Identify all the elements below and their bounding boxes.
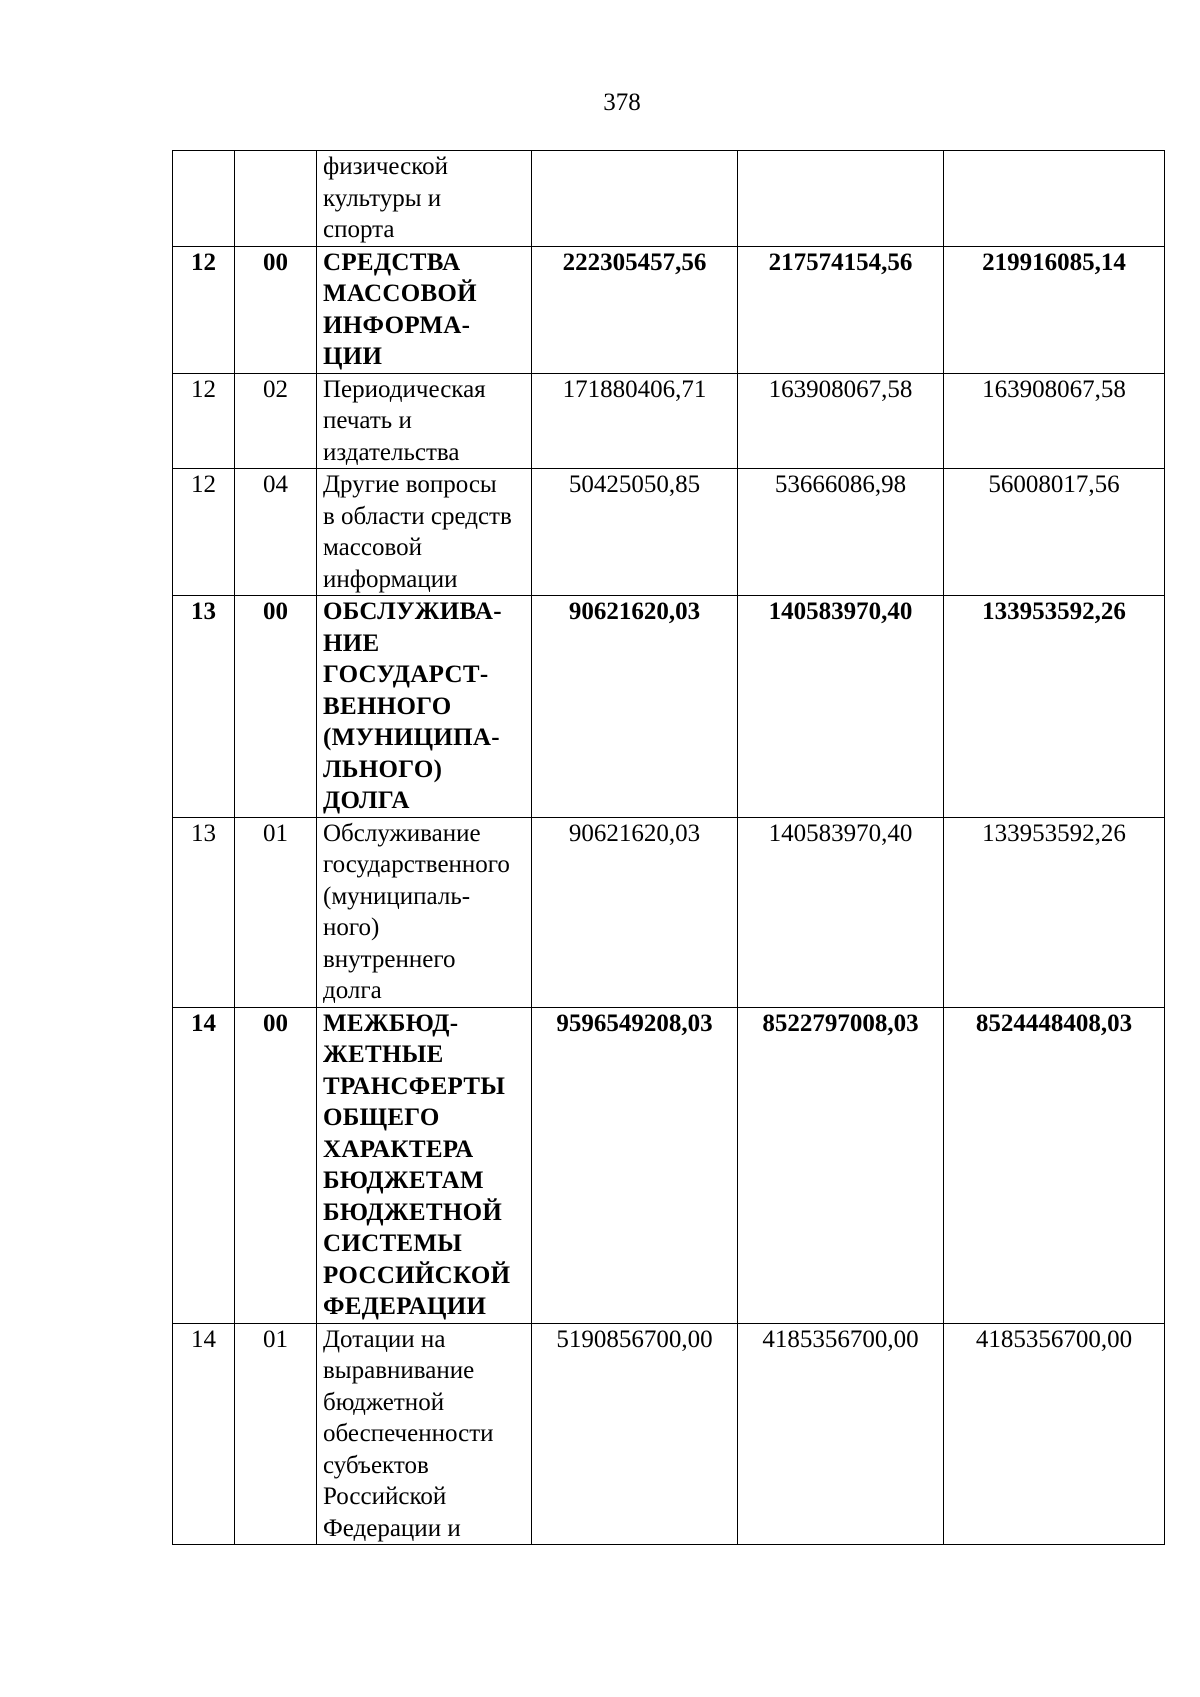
section-name-line: БЮДЖЕТНОЙ <box>323 1198 503 1226</box>
section-name-line: печать и <box>323 407 412 434</box>
section-name-line: государственного <box>323 851 510 878</box>
amount-cell-2: 4185356700,00 <box>738 1323 944 1545</box>
section-name-line: МЕЖБЮД- <box>323 1009 459 1037</box>
section-name-line: ХАРАКТЕРА <box>323 1135 474 1163</box>
subsection-code-cell: 01 <box>235 1323 317 1545</box>
section-name-cell <box>317 817 532 1007</box>
amount-cell-2: 53666086,98 <box>738 469 944 596</box>
amount-cell-2: 217574154,56 <box>738 246 944 373</box>
section-name-line: информации <box>323 565 458 593</box>
section-name-line: обеспеченности <box>323 1420 494 1447</box>
subsection-code-cell: 00 <box>235 1007 317 1323</box>
section-name-line: ФЕДЕРАЦИИ <box>323 1293 487 1320</box>
amount-cell-3: 163908067,58 <box>944 373 1165 469</box>
section-name-line: Другие вопросы <box>323 471 497 498</box>
section-name-line: физической <box>323 153 448 180</box>
section-name-line: ного) <box>323 914 380 941</box>
table-row <box>173 469 1165 596</box>
amount-cell-2: 140583970,40 <box>738 817 944 1007</box>
section-name-line: Федерации и <box>323 1514 461 1542</box>
section-name-line: Дотации на <box>323 1325 446 1353</box>
section-name-cell <box>317 1007 532 1323</box>
section-code-cell: 14 <box>173 1007 235 1323</box>
section-name-line: ОБСЛУЖИВА- <box>323 598 502 625</box>
section-name-line: СРЕДСТВА <box>323 248 461 276</box>
section-name-cell <box>317 469 532 596</box>
amount-cell-1: 50425050,85 <box>532 469 738 596</box>
subsection-code-cell: 04 <box>235 469 317 596</box>
amount-cell-2: 140583970,40 <box>738 596 944 818</box>
amount-cell-1: 90621620,03 <box>532 817 738 1007</box>
amount-cell-2: 8522797008,03 <box>738 1007 944 1323</box>
section-name-line: ГОСУДАРСТ- <box>323 661 489 688</box>
section-name-cell <box>317 373 532 469</box>
section-code-cell: 13 <box>173 817 235 1007</box>
section-name-line: ЖЕТНЫЕ <box>323 1041 444 1068</box>
table-row <box>173 373 1165 469</box>
table-row <box>173 1323 1165 1545</box>
table-row <box>173 817 1165 1007</box>
amount-cell-1: 171880406,71 <box>532 373 738 469</box>
amount-cell-1: 9596549208,03 <box>532 1007 738 1323</box>
section-name-line: ЛЬНОГО) <box>323 755 443 783</box>
subsection-code-cell: 01 <box>235 817 317 1007</box>
amount-cell-3: 219916085,14 <box>944 246 1165 373</box>
table-row <box>173 596 1165 818</box>
subsection-code-cell: 00 <box>235 246 317 373</box>
table-row <box>173 151 1165 247</box>
amount-cell-1: 222305457,56 <box>532 246 738 373</box>
section-code-cell: 12 <box>173 469 235 596</box>
section-name-line: массовой <box>323 534 422 561</box>
section-name-line: (муниципаль- <box>323 882 471 910</box>
amount-cell-1 <box>532 151 738 247</box>
budget-table <box>172 150 1165 1545</box>
amount-cell-3: 4185356700,00 <box>944 1323 1165 1545</box>
page-number: 378 <box>603 89 641 116</box>
subsection-code-cell: 02 <box>235 373 317 469</box>
section-name-line: ИНФОРМА- <box>323 311 471 339</box>
section-name-line: Российской <box>323 1483 447 1510</box>
section-name-line: НИЕ <box>323 629 380 657</box>
section-code-cell: 14 <box>173 1323 235 1545</box>
section-name-line: ВЕННОГО <box>323 692 452 720</box>
table-row <box>173 1007 1165 1323</box>
section-name-line: в области средств <box>323 502 512 530</box>
section-name-line: ЦИИ <box>323 343 383 370</box>
section-code-cell: 12 <box>173 246 235 373</box>
section-name-cell <box>317 246 532 373</box>
amount-cell-3: 133953592,26 <box>944 817 1165 1007</box>
section-name-line: ОБЩЕГО <box>323 1104 440 1131</box>
section-name-line: издательства <box>323 438 460 466</box>
section-code-cell: 13 <box>173 596 235 818</box>
section-name-line: СИСТЕМЫ <box>323 1230 463 1257</box>
section-name-line: Периодическая <box>323 375 486 403</box>
section-name-line: Обслуживание <box>323 819 481 847</box>
amount-cell-3: 133953592,26 <box>944 596 1165 818</box>
section-name-line: ДОЛГА <box>323 787 410 814</box>
section-name-line: внутреннего <box>323 945 456 973</box>
section-name-line: БЮДЖЕТАМ <box>323 1167 484 1194</box>
section-name-line: выравнивание <box>323 1357 475 1384</box>
section-name-cell <box>317 1323 532 1545</box>
section-name-line: МАССОВОЙ <box>323 280 477 307</box>
section-name-cell <box>317 596 532 818</box>
table-body <box>173 151 1165 1545</box>
section-name-line: ТРАНСФЕРТЫ <box>323 1072 506 1100</box>
amount-cell-2 <box>738 151 944 247</box>
table-row <box>173 246 1165 373</box>
section-name-line: спорта <box>323 216 395 243</box>
subsection-code-cell <box>235 151 317 247</box>
amount-cell-3: 8524448408,03 <box>944 1007 1165 1323</box>
section-name-line: субъектов <box>323 1451 429 1479</box>
amount-cell-1: 90621620,03 <box>532 596 738 818</box>
amount-cell-3: 56008017,56 <box>944 469 1165 596</box>
section-name-line: долга <box>323 977 382 1004</box>
section-name-line: (МУНИЦИПА- <box>323 724 500 751</box>
amount-cell-2: 163908067,58 <box>738 373 944 469</box>
section-name-line: культуры и <box>323 184 442 212</box>
amount-cell-1: 5190856700,00 <box>532 1323 738 1545</box>
section-name-cell <box>317 151 532 247</box>
section-code-cell <box>173 151 235 247</box>
section-name-line: бюджетной <box>323 1388 445 1416</box>
amount-cell-3 <box>944 151 1165 247</box>
section-name-line: РОССИЙСКОЙ <box>323 1261 511 1289</box>
section-code-cell: 12 <box>173 373 235 469</box>
subsection-code-cell: 00 <box>235 596 317 818</box>
